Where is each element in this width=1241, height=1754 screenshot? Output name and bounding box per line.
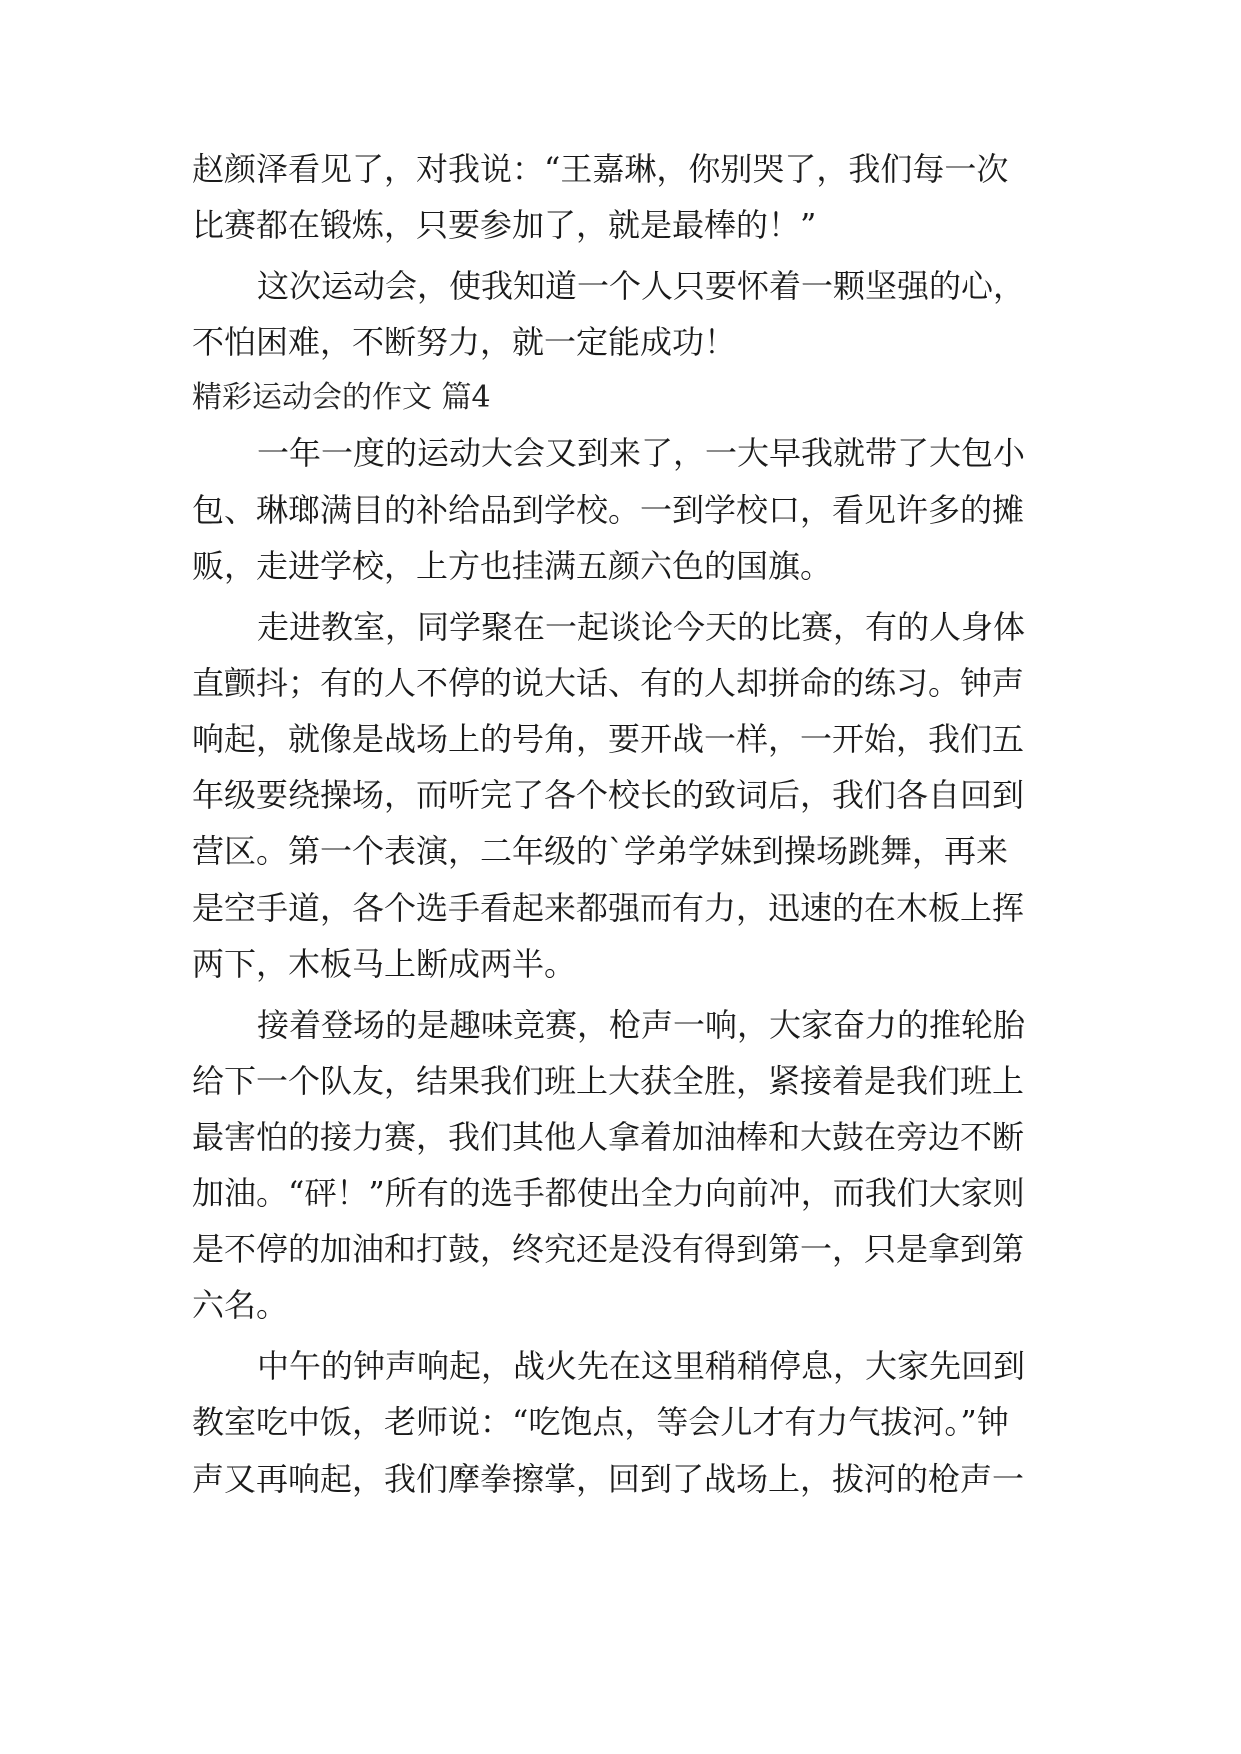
section-heading: 精彩运动会的作文 篇4 [192,380,491,415]
text-line: 是空手道，各个选手看起来都强而有力，迅速的在木板上挥 [192,889,1025,927]
text-line: 这次运动会，使我知道一个人只要怀着一颗坚强的心， [257,267,1026,305]
text-line: 加油。“砰！”所有的选手都使出全力向前冲，而我们大家则 [192,1174,1025,1212]
text-line: 给下一个队友，结果我们班上大获全胜，紧接着是我们班上 [192,1062,1025,1100]
text-line: 赵颜泽看见了，对我说：“王嘉琳，你别哭了，我们每一次 [192,150,1009,188]
text-line: 营区。第一个表演，二年级的`学弟学妹到操场跳舞，再来 [192,832,1009,870]
text-line: 走进教室，同学聚在一起谈论今天的比赛，有的人身体 [257,608,1026,646]
text-line: 贩，走进学校，上方也挂满五颜六色的国旗。 [192,547,833,585]
text-line: 声又再响起，我们摩拳擦掌，回到了战场上，拔河的枪声一 [192,1460,1025,1498]
text-line: 年级要绕操场，而听完了各个校长的致词后，我们各自回到 [192,776,1025,814]
text-line: 六名。 [192,1286,289,1324]
text-line: 最害怕的接力赛，我们其他人拿着加油棒和大鼓在旁边不断 [192,1118,1025,1156]
text-line: 直颤抖；有的人不停的说大话、有的人却拼命的练习。钟声 [192,664,1025,702]
text-line: 中午的钟声响起，战火先在这里稍稍停息，大家先回到 [257,1347,1026,1385]
text-line: 教室吃中饭，老师说：“吃饱点，等会儿才有力气拔河。”钟 [192,1403,1009,1441]
text-line: 比赛都在锻炼，只要参加了，就是最棒的！” [192,206,817,244]
text-line: 接着登场的是趣味竞赛，枪声一响，大家奋力的推轮胎 [257,1006,1026,1044]
text-line: 两下，木板马上断成两半。 [192,945,577,983]
text-line: 是不停的加油和打鼓，终究还是没有得到第一，只是拿到第 [192,1230,1025,1268]
text-line: 响起，就像是战场上的号角，要开战一样，一开始，我们五 [192,720,1025,758]
text-line: 一年一度的运动大会又到来了，一大早我就带了大包小 [257,434,1026,472]
text-line: 包、琳瑯满目的补给品到学校。一到学校口，看见许多的摊 [192,491,1025,529]
text-line: 不怕困难，不断努力，就一定能成功！ [192,323,737,361]
